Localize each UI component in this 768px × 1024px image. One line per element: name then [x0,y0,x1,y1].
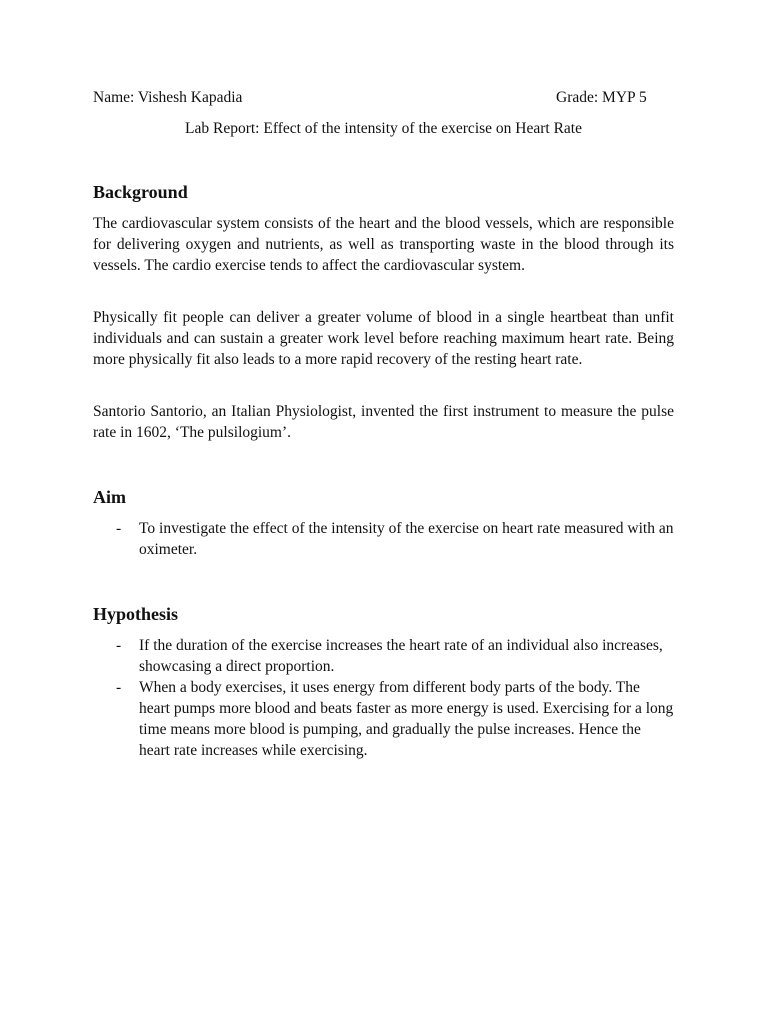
aim-heading: Aim [93,487,126,507]
background-paragraph-1: The cardiovascular system consists of the heart and the blood vessels, which are responsible for delivering oxygen and nutrients, as well as transporting waste in the blood through its vessels. The cardio exercise tends to affect the cardiovascular system. [93,215,674,274]
aim-list [93,518,674,560]
hypothesis-item [93,677,674,761]
hypothesis-item [93,635,674,677]
report-title: Lab Report: Effect of the intensity of the exercise on Heart Rate [185,120,582,137]
aim-item-text: To investigate the effect of the intensity of the exercise on heart rate measured with an oximeter. [139,520,674,558]
background-paragraph-3: Santorio Santorio, an Italian Physiologist, invented the first instrument to measure the pulse rate in 1602, ‘The pulsilogium’. [93,403,674,441]
hypothesis-item-text: When a body exercises, it uses energy from different body parts of the body. The heart pumps more blood and beats faster as more energy is used. Exercising for a long time means more blood is pumping, and gradually the pulse increases. Hence the heart rate increases while exercising. [139,679,674,759]
hypothesis-list [93,635,674,761]
aim-item [93,518,674,560]
hypothesis-item-text: If the duration of the exercise increases the heart rate of an individual also increases, showcasing a direct proportion. [139,637,663,675]
hypothesis-heading: Hypothesis [93,604,179,624]
student-grade: Grade: MYP 5 [556,89,647,106]
header-row [93,88,674,108]
document-page [93,0,674,1024]
bullet-dash: - [116,520,122,537]
student-name: Name: Vishesh Kapadia [93,89,243,106]
background-heading: Background [93,182,188,202]
background-paragraph-2: Physically fit people can deliver a greater volume of blood in a single heartbeat than unfit individuals and can sustain a greater work level before reaching maximum heart rate. Being more physically fit also leads to a more rapid recovery of the resting heart rate. [93,309,674,368]
bullet-dash: - [116,637,122,654]
bullet-dash: - [116,679,122,696]
